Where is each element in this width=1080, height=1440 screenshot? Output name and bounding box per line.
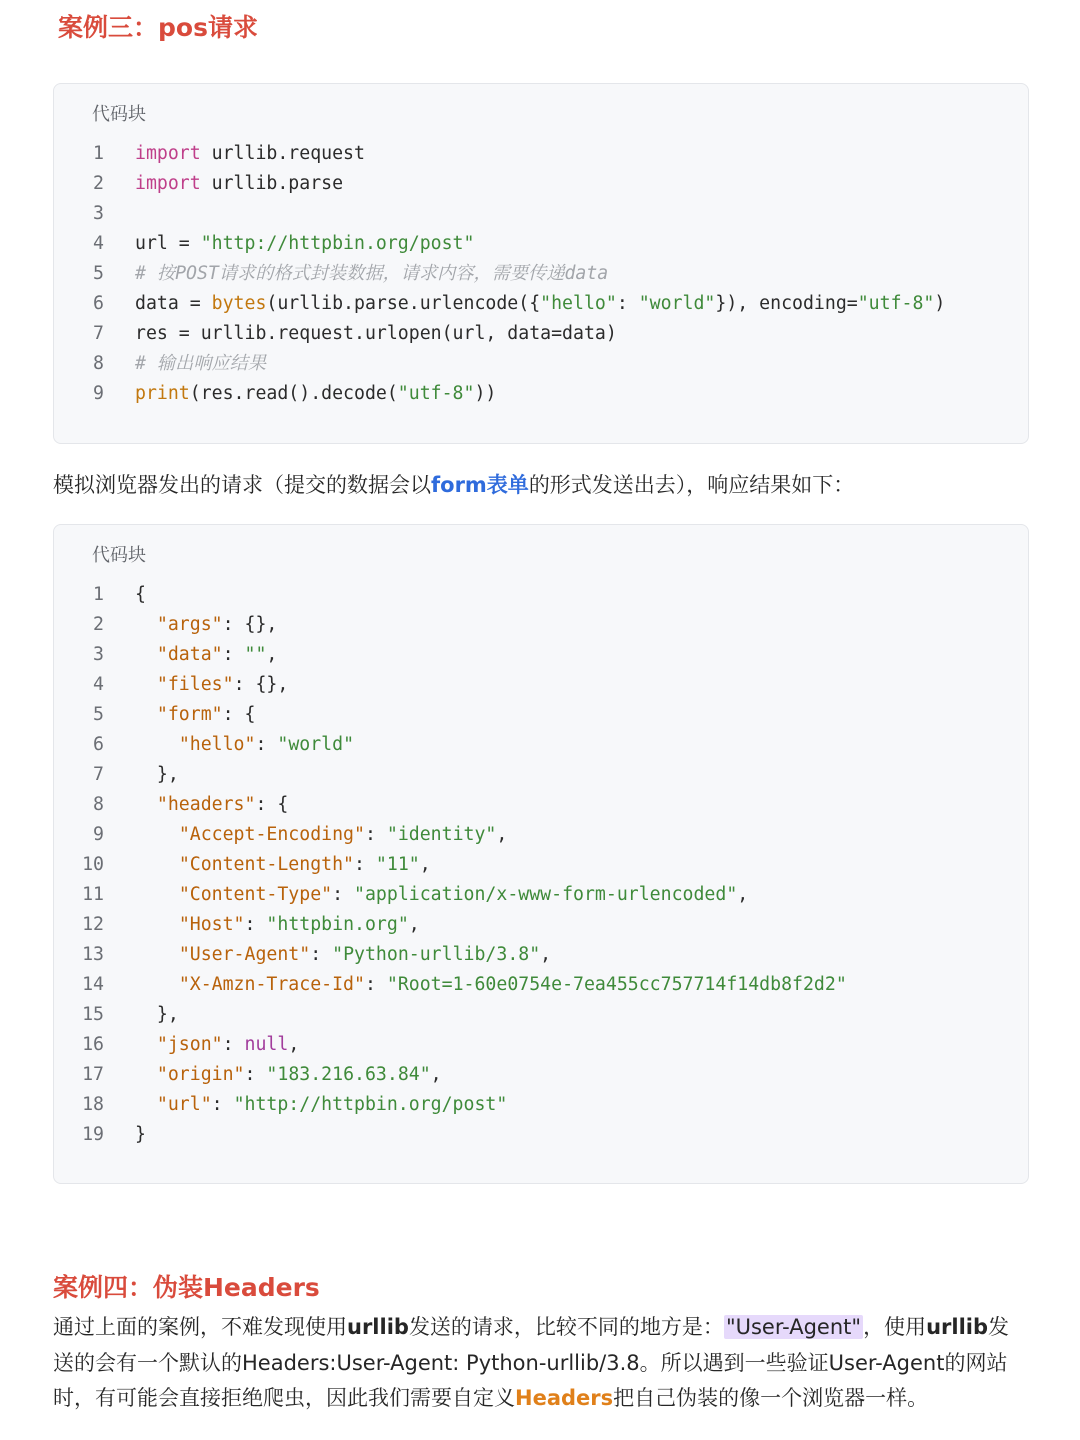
line-number: 19 bbox=[82, 1124, 104, 1145]
code-token: null bbox=[244, 1034, 289, 1055]
code-token: : bbox=[211, 1094, 234, 1115]
code-token: "" bbox=[244, 644, 267, 665]
line-number: 3 bbox=[93, 203, 104, 224]
code-text bbox=[135, 610, 277, 640]
code-token: "http://httpbin.org/post" bbox=[200, 233, 475, 254]
code-token: "hello" bbox=[178, 734, 256, 755]
line-number: 13 bbox=[82, 944, 104, 965]
code-token bbox=[135, 884, 179, 905]
code-token: "files" bbox=[156, 674, 234, 695]
code-token: , bbox=[430, 1064, 442, 1085]
code-text bbox=[135, 670, 288, 700]
code-token: "utf-8" bbox=[397, 383, 475, 404]
code-token: : {}, bbox=[222, 614, 278, 635]
line-number: 3 bbox=[93, 644, 104, 665]
paragraph-text: 把自己伪装的像一个浏览器一样。 bbox=[613, 1386, 929, 1410]
code-token: }), encoding= bbox=[715, 293, 858, 314]
code-token: )) bbox=[474, 383, 497, 404]
code-token: "User-Agent" bbox=[178, 944, 311, 965]
line-number: 18 bbox=[82, 1094, 104, 1115]
code-line bbox=[54, 289, 1028, 319]
code-lines bbox=[54, 139, 1028, 409]
code-token: res = urllib.request.urlopen(url, data=data) bbox=[135, 323, 617, 344]
paragraph-text: ，使用 bbox=[863, 1315, 927, 1339]
code-token: import bbox=[135, 173, 201, 194]
code-line bbox=[54, 349, 1028, 379]
code-token bbox=[135, 674, 157, 695]
code-token: , bbox=[737, 884, 749, 905]
line-number: 8 bbox=[93, 353, 104, 374]
code-text bbox=[135, 730, 354, 760]
code-text bbox=[135, 169, 343, 199]
code-text bbox=[135, 910, 420, 940]
code-token: : bbox=[332, 884, 355, 905]
code-token: "Content-Type" bbox=[178, 884, 333, 905]
code-token: "utf-8" bbox=[857, 293, 935, 314]
code-line bbox=[54, 199, 1028, 229]
code-token: "world" bbox=[638, 293, 716, 314]
code-token: }, bbox=[135, 764, 179, 785]
code-token: : bbox=[222, 644, 245, 665]
code-token bbox=[135, 794, 157, 815]
code-token: "headers" bbox=[156, 794, 256, 815]
code-text bbox=[135, 790, 288, 820]
bold-term-urllib: urllib bbox=[347, 1315, 409, 1339]
line-number: 4 bbox=[93, 674, 104, 695]
code-block-label: 代码块 bbox=[92, 545, 146, 566]
code-token: ) bbox=[934, 293, 946, 314]
code-line bbox=[54, 610, 1028, 640]
code-line bbox=[54, 730, 1028, 760]
code-token bbox=[135, 854, 179, 875]
code-lines bbox=[54, 580, 1028, 1150]
code-text bbox=[135, 880, 748, 910]
line-number: 8 bbox=[93, 794, 104, 815]
code-token bbox=[135, 1064, 157, 1085]
code-token: (res.read().decode( bbox=[189, 383, 398, 404]
code-text bbox=[135, 820, 507, 850]
code-line bbox=[54, 880, 1028, 910]
code-token: "hello" bbox=[540, 293, 617, 314]
code-token: "Content-Length" bbox=[178, 854, 355, 875]
code-block-2 bbox=[53, 524, 1029, 1184]
code-token: : bbox=[616, 293, 639, 314]
code-token: "args" bbox=[156, 614, 223, 635]
line-number: 15 bbox=[82, 1004, 104, 1025]
code-token: "origin" bbox=[156, 1064, 245, 1085]
code-line bbox=[54, 820, 1028, 850]
line-number: 1 bbox=[93, 143, 104, 164]
code-token bbox=[135, 614, 157, 635]
code-token: "identity" bbox=[386, 824, 497, 845]
code-token bbox=[135, 1094, 157, 1115]
line-number: 6 bbox=[93, 293, 104, 314]
code-line bbox=[54, 670, 1028, 700]
code-token bbox=[135, 1034, 157, 1055]
code-token: "X-Amzn-Trace-Id" bbox=[178, 974, 365, 995]
code-text bbox=[135, 139, 365, 169]
paragraph-text: 模拟浏览器发出的请求（提交的数据会以 bbox=[53, 473, 431, 497]
code-text bbox=[135, 580, 146, 610]
explanation-paragraph bbox=[53, 1310, 1028, 1417]
bold-term-urllib: urllib bbox=[926, 1315, 988, 1339]
code-text bbox=[135, 1030, 299, 1060]
paragraph-text: 通过上面的案例，不难发现使用 bbox=[53, 1315, 347, 1339]
code-token: data = bbox=[135, 293, 212, 314]
code-token bbox=[135, 704, 157, 725]
code-token bbox=[135, 914, 179, 935]
code-token: : bbox=[364, 824, 387, 845]
code-token: "httpbin.org" bbox=[266, 914, 409, 935]
code-line bbox=[54, 139, 1028, 169]
code-token: "data" bbox=[156, 644, 223, 665]
line-number: 2 bbox=[93, 173, 104, 194]
code-token: "Accept-Encoding" bbox=[178, 824, 365, 845]
code-token: : bbox=[222, 1034, 245, 1055]
section-title-case4: 案例四：伪装Headers bbox=[53, 1273, 320, 1302]
code-line bbox=[54, 910, 1028, 940]
code-token: "form" bbox=[156, 704, 223, 725]
code-text bbox=[135, 259, 608, 289]
code-token: # 输出响应结果 bbox=[135, 353, 267, 374]
code-token: "json" bbox=[156, 1034, 223, 1055]
code-token: urllib.request bbox=[200, 143, 365, 164]
line-number: 17 bbox=[82, 1064, 104, 1085]
code-token: , bbox=[408, 914, 420, 935]
line-number: 5 bbox=[93, 263, 104, 284]
code-token: url = bbox=[135, 233, 201, 254]
line-number: 5 bbox=[93, 704, 104, 725]
code-token: "http://httpbin.org/post" bbox=[233, 1094, 508, 1115]
code-line bbox=[54, 1090, 1028, 1120]
code-line bbox=[54, 379, 1028, 409]
line-number: 7 bbox=[93, 323, 104, 344]
line-number: 10 bbox=[82, 854, 104, 875]
paragraph-text: 的形式发送出去），响应结果如下： bbox=[528, 473, 855, 497]
line-number: 7 bbox=[93, 764, 104, 785]
code-line bbox=[54, 169, 1028, 199]
paragraph-text: 发送的请求，比较不同的地方是： bbox=[408, 1315, 724, 1339]
code-text bbox=[135, 970, 847, 1000]
code-token: { bbox=[135, 584, 146, 605]
code-token: "world" bbox=[277, 734, 355, 755]
code-token bbox=[135, 824, 179, 845]
code-line bbox=[54, 640, 1028, 670]
line-number: 9 bbox=[93, 383, 104, 404]
code-token: , bbox=[266, 644, 278, 665]
code-token: : bbox=[354, 854, 376, 875]
code-line bbox=[54, 850, 1028, 880]
code-token: urllib.parse bbox=[200, 173, 344, 194]
code-line bbox=[54, 580, 1028, 610]
code-text bbox=[135, 379, 496, 409]
code-line bbox=[54, 259, 1028, 289]
code-token bbox=[135, 734, 179, 755]
code-line bbox=[54, 700, 1028, 730]
code-token: bytes bbox=[211, 293, 267, 314]
code-token bbox=[135, 974, 179, 995]
bold-term-headers: Headers bbox=[515, 1386, 614, 1410]
line-number: 2 bbox=[93, 614, 104, 635]
code-token: # 按POST请求的格式封装数据，请求内容，需要传递data bbox=[135, 263, 609, 284]
code-line bbox=[54, 1120, 1028, 1150]
section-title-case3: 案例三：pos请求 bbox=[58, 13, 258, 42]
code-token: : { bbox=[255, 794, 289, 815]
code-token: print bbox=[135, 383, 190, 404]
code-line bbox=[54, 1060, 1028, 1090]
code-text bbox=[135, 319, 617, 349]
code-token: (urllib.parse.urlencode({ bbox=[266, 293, 541, 314]
code-token: : bbox=[364, 974, 387, 995]
code-token: "11" bbox=[375, 854, 420, 875]
code-text bbox=[135, 229, 474, 259]
code-token: }, bbox=[135, 1004, 179, 1025]
intro-paragraph bbox=[53, 469, 854, 499]
code-text bbox=[135, 349, 266, 379]
code-text bbox=[135, 1120, 146, 1150]
line-number: 11 bbox=[82, 884, 104, 905]
code-text bbox=[135, 760, 179, 790]
code-token: : bbox=[244, 1064, 267, 1085]
code-token: , bbox=[540, 944, 552, 965]
code-text bbox=[135, 940, 551, 970]
code-token: "Python-urllib/3.8" bbox=[332, 944, 541, 965]
line-number: 16 bbox=[82, 1034, 104, 1055]
code-token: : bbox=[310, 944, 333, 965]
code-line bbox=[54, 319, 1028, 349]
highlighted-user-agent: "User-Agent" bbox=[725, 1315, 862, 1339]
code-text bbox=[135, 640, 277, 670]
code-line bbox=[54, 940, 1028, 970]
line-number: 14 bbox=[82, 974, 104, 995]
code-block-1 bbox=[53, 83, 1029, 444]
line-number: 6 bbox=[93, 734, 104, 755]
code-token: "url" bbox=[156, 1094, 212, 1115]
code-token: : bbox=[244, 914, 267, 935]
code-token: : bbox=[255, 734, 278, 755]
code-token: , bbox=[419, 854, 431, 875]
code-text bbox=[135, 289, 945, 319]
code-text bbox=[135, 1060, 442, 1090]
code-line bbox=[54, 229, 1028, 259]
code-token: "Root=1-60e0754e-7ea455cc757714f14db8f2d2" bbox=[386, 974, 847, 995]
line-number: 4 bbox=[93, 233, 104, 254]
code-text bbox=[135, 1000, 179, 1030]
code-line bbox=[54, 970, 1028, 1000]
form-link[interactable]: form表单 bbox=[431, 473, 529, 497]
code-token: , bbox=[288, 1034, 300, 1055]
code-token: import bbox=[135, 143, 201, 164]
code-token: } bbox=[135, 1124, 146, 1145]
code-line bbox=[54, 790, 1028, 820]
code-token bbox=[135, 944, 179, 965]
code-token bbox=[135, 644, 157, 665]
code-token: , bbox=[496, 824, 508, 845]
code-text bbox=[135, 1090, 507, 1120]
code-token: "application/x-www-form-urlencoded" bbox=[354, 884, 738, 905]
code-line bbox=[54, 760, 1028, 790]
code-token: : {}, bbox=[233, 674, 289, 695]
code-line bbox=[54, 1000, 1028, 1030]
line-number: 1 bbox=[93, 584, 104, 605]
code-token: : { bbox=[222, 704, 256, 725]
code-token: "183.216.63.84" bbox=[266, 1064, 431, 1085]
code-line bbox=[54, 1030, 1028, 1060]
code-token: "Host" bbox=[178, 914, 245, 935]
code-text bbox=[135, 700, 255, 730]
line-number: 9 bbox=[93, 824, 104, 845]
code-text bbox=[135, 850, 431, 880]
code-block-label: 代码块 bbox=[92, 104, 146, 125]
paragraph-text: 发送的会有一个默认的Headers:User-Agent: Python-urllib/3.8。所以遇到一些验证User-Agent的网站时，有可能会直接拒绝爬虫，因此我们需要自定义 bbox=[53, 1315, 1009, 1410]
line-number: 12 bbox=[82, 914, 104, 935]
